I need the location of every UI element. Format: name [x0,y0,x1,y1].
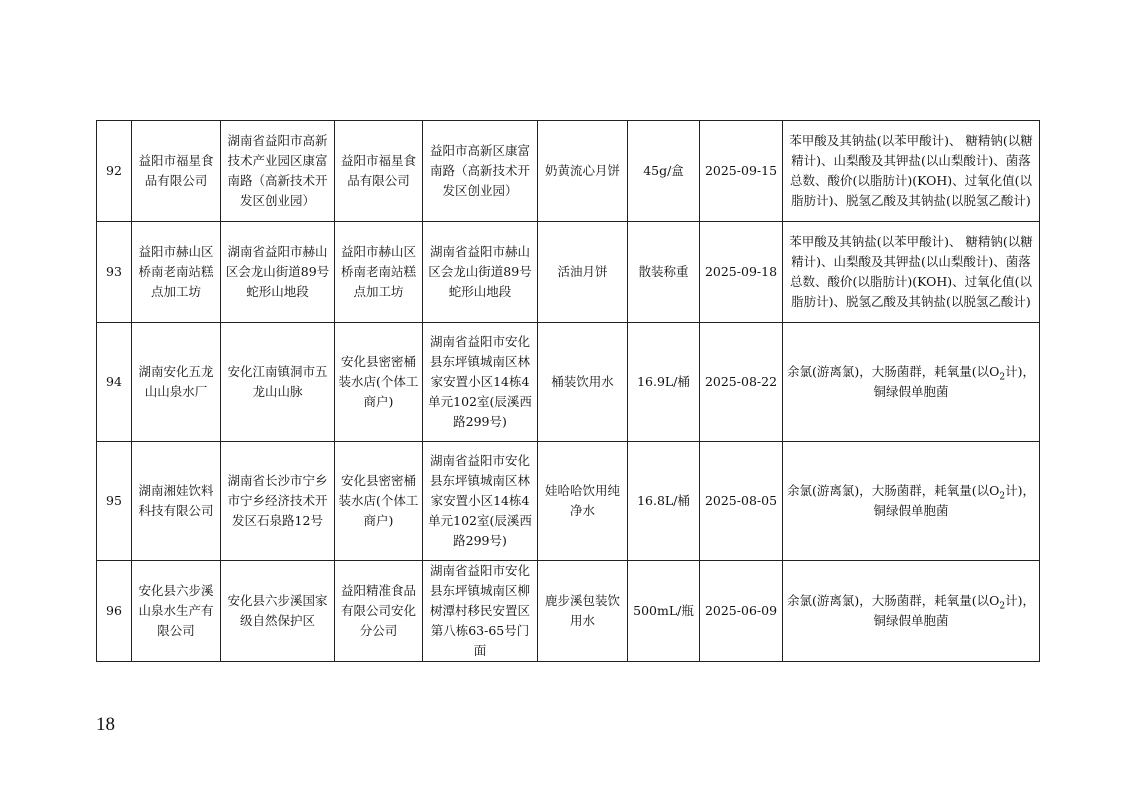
test-items-text: 余氯(游离氯)，大肠菌群，耗氧量(以O [787,364,1000,379]
producer-name: 湖南安化五龙山山泉水厂 [132,323,221,442]
producer-address: 安化江南镇洞市五龙山山脉 [221,323,335,442]
product-name: 奶黄流心月饼 [538,121,628,222]
subscript-two: 2 [999,372,1006,383]
seller-address: 益阳市高新区康富南路（高新技术开发区创业园） [423,121,538,222]
seller-address: 湖南省益阳市赫山区会龙山街道89号蛇形山地段 [423,222,538,323]
product-name: 鹿步溪包装饮用水 [538,561,628,662]
producer-name: 安化县六步溪山泉水生产有限公司 [132,561,221,662]
producer-address: 安化县六步溪国家级自然保护区 [221,561,335,662]
producer-name: 益阳市福星食品有限公司 [132,121,221,222]
product-spec: 16.8L/桶 [628,442,700,561]
seller-address: 湖南省益阳市安化县东坪镇城南区林家安置小区14栋4单元102室(辰溪西路299号) [423,323,538,442]
row-number: 96 [97,561,132,662]
producer-address: 湖南省益阳市高新技术产业园区康富南路（高新技术开发区创业园） [221,121,335,222]
product-name: 桶装饮用水 [538,323,628,442]
product-name: 娃哈哈饮用纯净水 [538,442,628,561]
test-items [783,323,1040,442]
table-row [97,442,1040,561]
production-date: 2025-08-22 [700,323,783,442]
production-date: 2025-08-05 [700,442,783,561]
seller-address: 湖南省益阳市安化县东坪镇城南区柳树潭村移民安置区第八栋63-65号门面 [423,561,538,662]
test-items [783,442,1040,561]
test-items-text: 余氯(游离氯)，大肠菌群，耗氧量(以O [787,593,1000,608]
test-items-text-end: 计)，铜绿假单胞菌 [873,593,1036,628]
subscript-two: 2 [999,601,1006,612]
row-number: 95 [97,442,132,561]
product-spec: 散装称重 [628,222,700,323]
sampling-results-table [96,120,1040,662]
producer-address: 湖南省长沙市宁乡市宁乡经济技术开发区石泉路12号 [221,442,335,561]
production-date: 2025-09-15 [700,121,783,222]
row-number: 93 [97,222,132,323]
table-row [97,561,1040,662]
product-spec: 45g/盒 [628,121,700,222]
production-date: 2025-06-09 [700,561,783,662]
test-items-text-end: 计)，铜绿假单胞菌 [873,483,1036,518]
test-items: 苯甲酸及其钠盐(以苯甲酸计)、 糖精钠(以糖精计)、山梨酸及其钾盐(以山梨酸计)、菌落总数、酸价(以脂肪计)(KOH)、过氧化值(以脂肪计)、脱氢乙酸及其钠盐(以脱氢乙酸计) [783,121,1040,222]
producer-name: 益阳市赫山区桥南老南站糕点加工坊 [132,222,221,323]
producer-address: 湖南省益阳市赫山区会龙山街道89号蛇形山地段 [221,222,335,323]
product-name: 活油月饼 [538,222,628,323]
seller-name: 安化县密密桶装水店(个体工商户) [335,442,423,561]
seller-name: 安化县密密桶装水店(个体工商户) [335,323,423,442]
row-number: 94 [97,323,132,442]
test-items-text-end: 计)，铜绿假单胞菌 [873,364,1036,399]
test-items-text: 余氯(游离氯)，大肠菌群，耗氧量(以O [787,483,1000,498]
production-date: 2025-09-18 [700,222,783,323]
product-spec: 500mL/瓶 [628,561,700,662]
table-row [97,222,1040,323]
test-items: 苯甲酸及其钠盐(以苯甲酸计)、 糖精钠(以糖精计)、山梨酸及其钾盐(以山梨酸计)、菌落总数、酸价(以脂肪计)(KOH)、过氧化值(以脂肪计)、脱氢乙酸及其钠盐(以脱氢乙酸计) [783,222,1040,323]
seller-address: 湖南省益阳市安化县东坪镇城南区林家安置小区14栋4单元102室(辰溪西路299号) [423,442,538,561]
producer-name: 湖南湘娃饮料科技有限公司 [132,442,221,561]
row-number: 92 [97,121,132,222]
subscript-two: 2 [999,491,1006,502]
seller-name: 益阳精准食品有限公司安化分公司 [335,561,423,662]
test-items [783,561,1040,662]
table-row [97,323,1040,442]
page-number: 18 [96,714,115,735]
seller-name: 益阳市赫山区桥南老南站糕点加工坊 [335,222,423,323]
table-row [97,121,1040,222]
product-spec: 16.9L/桶 [628,323,700,442]
seller-name: 益阳市福星食品有限公司 [335,121,423,222]
